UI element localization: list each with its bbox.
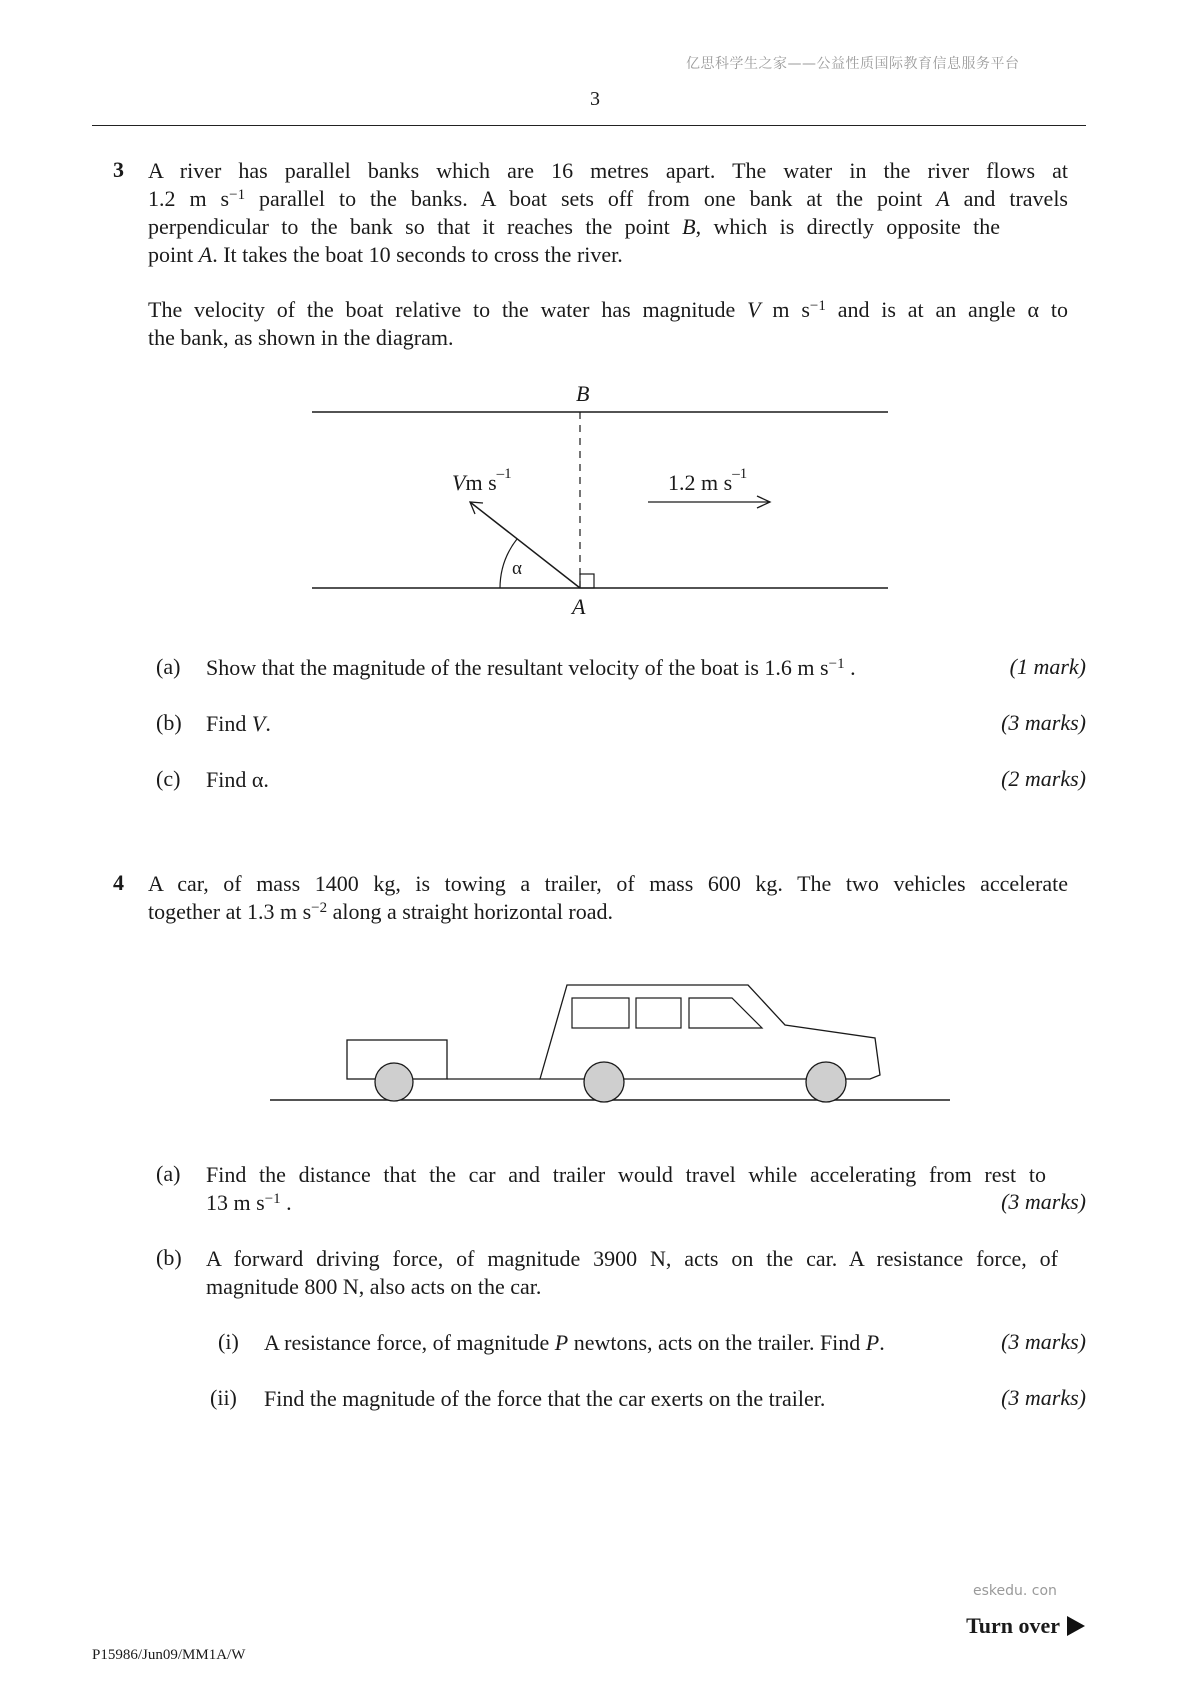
label-boat-velocity: Vm $s^{-1}$ (452, 466, 512, 495)
question-3-text-2 (148, 296, 1068, 352)
q3-line-1: A river has parallel banks which are 16 metres apart. The water in the river flows at (148, 158, 1068, 183)
right-triangle-icon (1066, 1615, 1086, 1637)
q3-part-b-text: Find V. (206, 711, 271, 736)
q3-line-2: 1.2 m $s^{-1}$ parallel to the banks. A boat sets off from one bank at the point A and travels (148, 186, 1068, 211)
q3-part-b-label: (b) (156, 710, 182, 735)
q4-part-b-i-marks: (3 marks) (1001, 1329, 1086, 1354)
q3-line-5: The velocity of the boat relative to the water has magnitude V m $s^{-1}$ and is at an angle α to (148, 297, 1068, 322)
label-current-velocity: 1.2 m $s^{-1}$ (668, 466, 748, 495)
q3-part-a-marks: (1 mark) (1009, 654, 1086, 679)
q4-part-b-label: (b) (156, 1245, 182, 1270)
q4-line-2: together at 1.3 m $s^{-2}$ along a straight horizontal road. (148, 899, 614, 924)
paper-reference: P15986/Jun09/MM1A/W (92, 1647, 246, 1663)
q3-line-4: point A. It takes the boat 10 seconds to cross the river. (148, 242, 623, 267)
header-rule (92, 125, 1086, 126)
q3-line-3: perpendicular to the bank so that it reaches the point B, which is directly opposite the (148, 214, 1001, 239)
q3-part-a-label: (a) (156, 654, 181, 679)
q3-part-b-marks: (3 marks) (1001, 710, 1086, 735)
turn-over-label: Turn over (966, 1613, 1060, 1638)
car-rear-wheel (584, 1062, 624, 1102)
q4-part-b-ii-label: (ii) (210, 1385, 237, 1410)
q3-part-c-marks: (2 marks) (1001, 766, 1086, 791)
q4-part-a-text: Find the distance that the car and trailer would travel while accelerating from rest to 13 m $s^{-1}$ . (206, 1162, 1046, 1215)
label-A: A (572, 594, 586, 619)
q3-part-a-text: Show that the magnitude of the resultant velocity of the boat is 1.6 m $s^{-1}$ . (206, 655, 856, 680)
label-alpha: α (512, 558, 522, 579)
car-window-front (572, 998, 629, 1028)
car-window-rear (689, 998, 762, 1028)
q4-part-b-text: A forward driving force, of magnitude 3900 N, acts on the car. A resistance force, of magnitude 800 N, also acts on the car. (206, 1246, 1058, 1299)
boat-velocity-arrow (470, 502, 580, 588)
q3-line-6: the bank, as shown in the diagram. (148, 325, 454, 350)
question-4-number: 4 (113, 870, 124, 895)
label-B: B (576, 381, 590, 406)
header-watermark: 亿思科学生之家——公益性质国际教育信息服务平台 (686, 56, 1020, 72)
river-diagram (300, 375, 900, 625)
page-number: 3 (590, 88, 600, 110)
q4-part-a-marks: (3 marks) (1001, 1189, 1086, 1214)
q3-part-c-text: Find α. (206, 767, 269, 792)
q4-part-b-i-label: (i) (218, 1329, 239, 1354)
q4-part-a-label: (a) (156, 1161, 181, 1186)
q4-line-1: A car, of mass 1400 kg, is towing a trailer, of mass 600 kg. The two vehicles accelerate (148, 871, 1068, 896)
car-trailer-diagram (260, 980, 960, 1110)
q3-part-c-label: (c) (156, 766, 181, 791)
q4-part-b-ii-text: Find the magnitude of the force that the car exerts on the trailer. (264, 1386, 826, 1411)
car-front-wheel (806, 1062, 846, 1102)
right-angle-marker (580, 574, 594, 588)
q4-part-b-i-text: A resistance force, of magnitude P newtons, acts on the trailer. Find P. (264, 1330, 885, 1355)
turn-over-indicator (966, 1613, 1086, 1639)
question-3-text (148, 157, 1068, 269)
car-window-middle (636, 998, 681, 1028)
question-3-number: 3 (113, 157, 124, 182)
footer-watermark: eskedu. con (973, 1583, 1057, 1599)
trailer-wheel (375, 1063, 413, 1101)
q4-part-b-ii-marks: (3 marks) (1001, 1385, 1086, 1410)
question-4-text (148, 870, 1068, 926)
